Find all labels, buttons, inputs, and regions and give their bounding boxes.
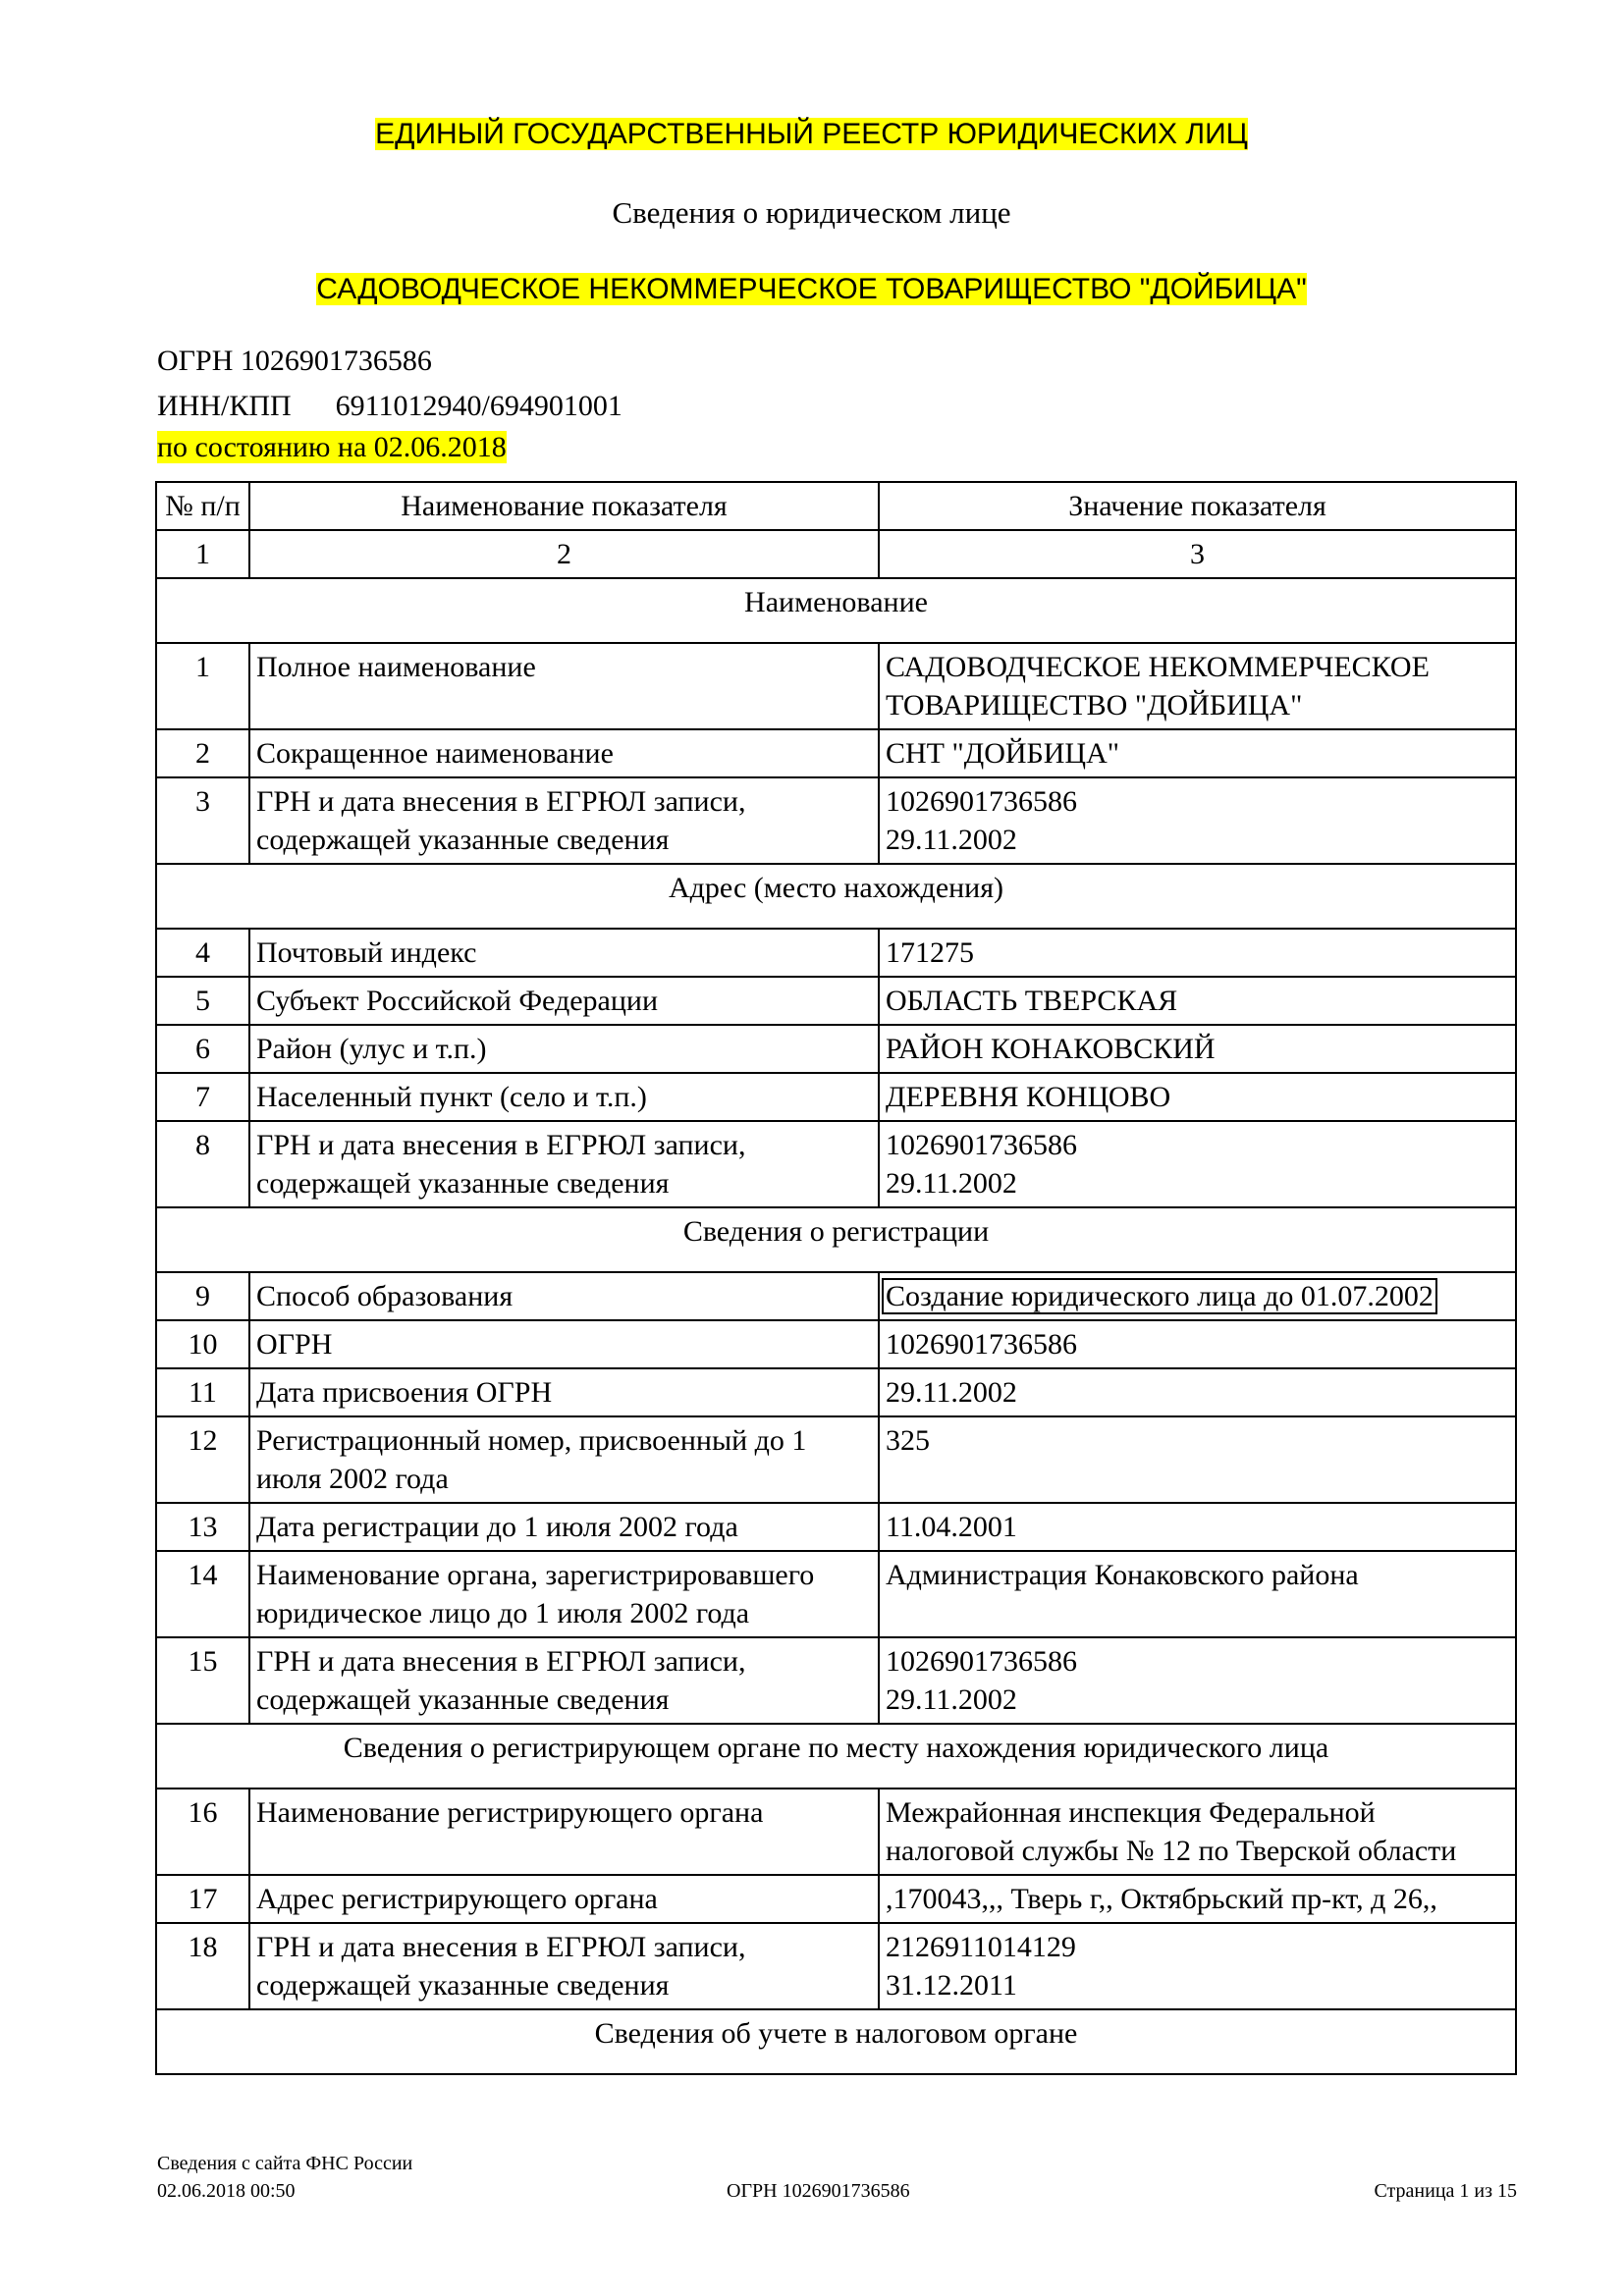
row-number: 17	[156, 1875, 249, 1923]
section-heading: Сведения о регистрации	[156, 1207, 1516, 1272]
header-row	[156, 482, 1516, 530]
row-value: 325	[879, 1416, 1516, 1503]
row-value: Межрайонная инспекция Федеральной налоговой службы № 12 по Тверской области	[879, 1789, 1516, 1875]
section-row	[156, 1724, 1516, 1789]
section-heading: Сведения о регистрирующем органе по месту нахождения юридического лица	[156, 1724, 1516, 1789]
row-indicator: Наименование регистрирующего органа	[249, 1789, 879, 1875]
table-row	[156, 1025, 1516, 1073]
row-number: 14	[156, 1551, 249, 1637]
row-indicator: Почтовый индекс	[249, 929, 879, 977]
row-indicator: ГРН и дата внесения в ЕГРЮЛ записи, содержащей указанные сведения	[249, 1121, 879, 1207]
grn-date: 29.11.2002	[886, 1683, 1017, 1716]
table-row	[156, 977, 1516, 1025]
row-indicator: Адрес регистрирующего органа	[249, 1875, 879, 1923]
table-row	[156, 929, 1516, 977]
row-indicator: Наименование органа, зарегистрировавшего юридическое лицо до 1 июля 2002 года	[249, 1551, 879, 1637]
section-heading: Сведения об учете в налоговом органе	[156, 2009, 1516, 2074]
table-row	[156, 1272, 1516, 1320]
table-row	[156, 1416, 1516, 1503]
row-value: РАЙОН КОНАКОВСКИЙ	[879, 1025, 1516, 1073]
table-row	[156, 1789, 1516, 1875]
row-value: 171275	[879, 929, 1516, 977]
header-cell-number: № п/п	[156, 482, 249, 530]
state-date-line: по состоянию на 02.06.2018	[157, 431, 507, 463]
section-row	[156, 578, 1516, 643]
row-number: 16	[156, 1789, 249, 1875]
row-number: 3	[156, 777, 249, 864]
row-indicator: Сокращенное наименование	[249, 729, 879, 777]
register-table	[155, 481, 1517, 2075]
section-row	[156, 2009, 1516, 2074]
row-number: 18	[156, 1923, 249, 2009]
section-row	[156, 1207, 1516, 1272]
row-indicator: Дата присвоения ОГРН	[249, 1368, 879, 1416]
row-value: Администрация Конаковского района	[879, 1551, 1516, 1637]
row-indicator: Район (улус и т.п.)	[249, 1025, 879, 1073]
row-number: 6	[156, 1025, 249, 1073]
table-row	[156, 777, 1516, 864]
inn-kpp-line: ИНН/КПП 6911012940/694901001	[157, 390, 622, 422]
row-number: 1	[156, 643, 249, 729]
table-row	[156, 1121, 1516, 1207]
grn-value: 2126911014129	[886, 1931, 1076, 1963]
row-number: 7	[156, 1073, 249, 1121]
table-row	[156, 1320, 1516, 1368]
row-value	[879, 1923, 1516, 2009]
table-row	[156, 643, 1516, 729]
row-indicator: Дата регистрации до 1 июля 2002 года	[249, 1503, 879, 1551]
row-value: 29.11.2002	[879, 1368, 1516, 1416]
row-number: 15	[156, 1637, 249, 1724]
header-cell-value: Значение показателя	[879, 482, 1516, 530]
row-number: 5	[156, 977, 249, 1025]
row-indicator: Субъект Российской Федерации	[249, 977, 879, 1025]
section-heading: Адрес (место нахождения)	[156, 864, 1516, 929]
row-number: 4	[156, 929, 249, 977]
row-value: 11.04.2001	[879, 1503, 1516, 1551]
table-row	[156, 1637, 1516, 1724]
row-indicator: Полное наименование	[249, 643, 879, 729]
footer-datetime: 02.06.2018 00:50	[157, 2180, 296, 2202]
grn-date: 31.12.2011	[886, 1969, 1017, 2002]
row-number: 10	[156, 1320, 249, 1368]
row-value: 1026901736586	[879, 1320, 1516, 1368]
row-value	[879, 777, 1516, 864]
ogrn-line: ОГРН 1026901736586	[157, 345, 432, 377]
grn-date: 29.11.2002	[886, 824, 1017, 856]
column-number: 1	[156, 530, 249, 578]
table-row	[156, 1503, 1516, 1551]
header-cell-indicator: Наименование показателя	[249, 482, 879, 530]
row-value	[879, 1637, 1516, 1724]
footer-source-text: Сведения с сайта ФНС России	[157, 2153, 413, 2174]
row-number: 12	[156, 1416, 249, 1503]
formation-method-value: Создание юридического лица до 01.07.2002	[882, 1278, 1437, 1314]
row-indicator: Населенный пункт (село и т.п.)	[249, 1073, 879, 1121]
footer-ogrn: ОГРН 1026901736586	[727, 2180, 910, 2202]
column-number: 3	[879, 530, 1516, 578]
table-row	[156, 1923, 1516, 2009]
grn-value: 1026901736586	[886, 785, 1077, 818]
row-value: ДЕРЕВНЯ КОНЦОВО	[879, 1073, 1516, 1121]
row-value	[879, 1121, 1516, 1207]
row-indicator: ОГРН	[249, 1320, 879, 1368]
row-number: 8	[156, 1121, 249, 1207]
table-row	[156, 1875, 1516, 1923]
grn-value: 1026901736586	[886, 1645, 1077, 1678]
row-value	[879, 1272, 1516, 1320]
document-subtitle: Сведения о юридическом лице	[612, 195, 1011, 230]
row-value: ОБЛАСТЬ ТВЕРСКАЯ	[879, 977, 1516, 1025]
table-row	[156, 729, 1516, 777]
entity-name: САДОВОДЧЕСКОЕ НЕКОММЕРЧЕСКОЕ ТОВАРИЩЕСТВО "ДОЙБИЦА"	[316, 273, 1307, 305]
grn-value: 1026901736586	[886, 1129, 1077, 1161]
section-heading: Наименование	[156, 578, 1516, 643]
row-value: СНТ "ДОЙБИЦА"	[879, 729, 1516, 777]
document-title: ЕДИНЫЙ ГОСУДАРСТВЕННЫЙ РЕЕСТР ЮРИДИЧЕСКИХ ЛИЦ	[375, 118, 1248, 150]
row-indicator: ГРН и дата внесения в ЕГРЮЛ записи, содержащей указанные сведения	[249, 1923, 879, 2009]
row-indicator: ГРН и дата внесения в ЕГРЮЛ записи, содержащей указанные сведения	[249, 1637, 879, 1724]
table-row	[156, 1073, 1516, 1121]
footer-page-number: Страница 1 из 15	[1374, 2180, 1517, 2202]
column-numbers-row	[156, 530, 1516, 578]
row-value: САДОВОДЧЕСКОЕ НЕКОММЕРЧЕСКОЕ ТОВАРИЩЕСТВО "ДОЙБИЦА"	[879, 643, 1516, 729]
table-row	[156, 1368, 1516, 1416]
row-value: ,170043,,, Тверь г,, Октябрьский пр-кт, д 26,,	[879, 1875, 1516, 1923]
row-number: 11	[156, 1368, 249, 1416]
column-number: 2	[249, 530, 879, 578]
row-number: 9	[156, 1272, 249, 1320]
row-indicator: Регистрационный номер, присвоенный до 1 июля 2002 года	[249, 1416, 879, 1503]
row-indicator: ГРН и дата внесения в ЕГРЮЛ записи, содержащей указанные сведения	[249, 777, 879, 864]
row-number: 2	[156, 729, 249, 777]
table-row	[156, 1551, 1516, 1637]
section-row	[156, 864, 1516, 929]
row-indicator: Способ образования	[249, 1272, 879, 1320]
row-number: 13	[156, 1503, 249, 1551]
grn-date: 29.11.2002	[886, 1167, 1017, 1200]
